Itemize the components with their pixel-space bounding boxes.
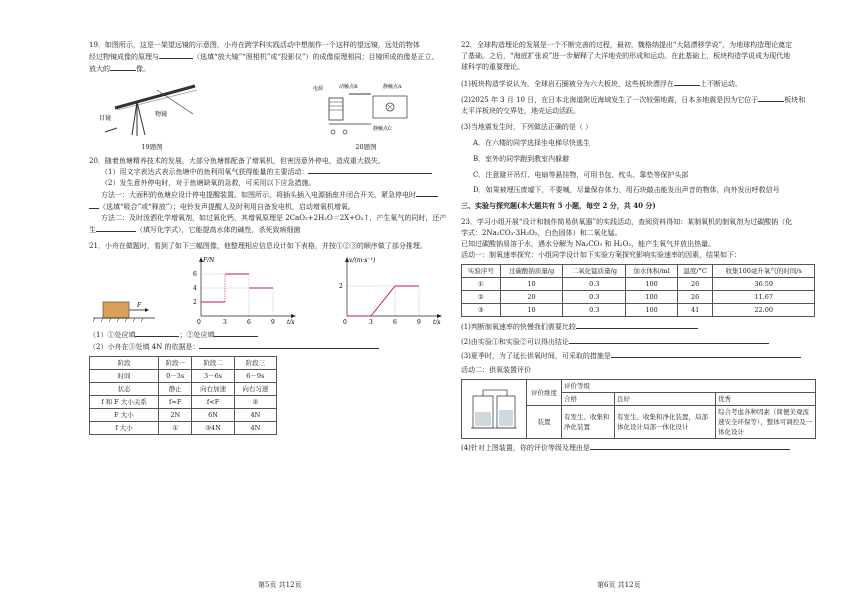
q23-table1 [461, 264, 815, 317]
q22-option-d[interactable]: D．如果被埋压废墟下，不要喊，尽量保存体力，用石块敲击能发出声音的物体，向外发出呼救信号 [473, 186, 780, 195]
figure-19-caption: 19题图 [141, 142, 163, 151]
table-row: ① 10 0.3 100 26 36.59 [462, 277, 815, 290]
q23-evaluation [461, 379, 826, 439]
alarm-circuit-diagram [311, 80, 421, 142]
q20-blank-1[interactable] [308, 166, 432, 174]
graph2-xtick-6: 6 [393, 319, 397, 327]
oxygen-device-drawing [467, 382, 521, 436]
graph1-xtick-3: 3 [223, 319, 227, 327]
left-page-footer: 第5页 共12页 [258, 581, 302, 589]
objective-label: 物镜 [155, 110, 168, 118]
graph1-ytick-6: 6 [193, 271, 197, 279]
q20-blank-3[interactable] [96, 224, 136, 232]
table-row: 时间 0－3s 3－6s 6－9s [90, 370, 277, 383]
q19-q20-figures [89, 80, 451, 152]
graph2-xtick-9: 9 [417, 319, 421, 327]
figure-19 [97, 80, 207, 152]
graph1-y-axis-label: F/N [203, 257, 215, 265]
table-row: 装置 有发生、收集和净化装置 有发生、收集和净化装置，局部体化设计局部一体化设计 综合考虑各种因素（简便美观流速安全环保等），整体可调控及一体化设计 [527, 406, 816, 439]
graph2-xtick-3: 3 [369, 319, 373, 327]
telescope-diagram [97, 80, 207, 142]
section-heading: 三、实验与探究题(本大题共有 5 小题，每空 2 分，共 40 分) [461, 201, 656, 211]
q22-blank-2[interactable] [758, 94, 784, 102]
q19-blank-1[interactable] [159, 51, 193, 59]
block-force-diagram [93, 288, 155, 326]
q23-sub3: (3)夏季时，为了延长供氧时间，可采取的措施是 [461, 350, 826, 362]
power-label: 电源 [313, 85, 324, 92]
q23-blank-4[interactable] [590, 442, 790, 450]
table-row: 状态 静止 向右加速 向右匀速 [90, 383, 277, 396]
table-row: f 大小 ① ③4N 4N [90, 422, 277, 435]
q20-text: 20．随着鱼塘精养技术的发展，大部分鱼塘都配备了增氧机，但害因意外停电，造成重大损失。 （1）用文字表达式表示鱼塘中的鱼利用氧气获得能量的主要活动： （2）发生意外停电时，对于鱼塘缺氧的急救，可采用以下应急措施。 方法一：大面积的鱼塘应设计停电提醒装置。如图所示，将插头插入电源插座并闭合开关，紧急停电时 （选填“吸合”或“释放”）；电铃发声提醒人及时利用自备发电机，启动增氧机增氧。 方法二：及时泼洒化学增氧剂，如过氧化钙，其增氧原理是 2CaO₂+2H₂O＝2X+O₂↑，产生氧气的同时，还产 生 （填写化学式），它能提高水体的碱性，杀死致病细菌 [89, 156, 447, 234]
q22-option-c[interactable]: C．注意避开吊灯、电扇等悬挂物，可用书包、枕头、靠垫等保护头部 [473, 170, 689, 179]
table-row: F 大小 2N 6N 4N [90, 409, 277, 422]
q23-sub1: (1)判断制氧速率的快慢我们需要比较 [461, 321, 826, 333]
graph2-y-axis-label: v/(m·s⁻¹) [349, 257, 376, 265]
graph1-xtick-0: 0 [197, 319, 201, 327]
q19-text: 19．如图所示，这是一架望远镜的示意图，小舟在跨学科实践活动中想制作一个这样的望远镜，远处的物体 经过物镜成像的原理与 （选填“放大镜”“照相机”或“投影仪”）的成像原理相同；目镜所成的像是正立、 放大的 像。 [89, 41, 439, 73]
graph1-xtick-6: 6 [247, 319, 251, 327]
q23-sub2: (2)由实验①和实验②可以得出结论 [461, 336, 826, 348]
q21-table [89, 356, 277, 435]
graph1-ytick-2: 2 [193, 299, 197, 307]
table-row: f 和 F 大小关系 f=F f<F ② [90, 396, 277, 409]
q21-subquestions: （1）①处应填 ；②处应填 （2）小舟在③处填 4N 的依据是： [89, 329, 451, 353]
q20-blank-2-cont [89, 201, 99, 209]
q22-sub2: (2)2025 年 3 月 10 日，在日本北海道附近海域发生了一次较强地震，日本多地震是因为它位于 板块和 太平洋板块的交界处，地壳运动活跃。 [461, 96, 806, 116]
table-row: ② 20 0.3 100 26 11.67 [462, 290, 815, 303]
table-grades-row: 合格 良好 优秀 [527, 393, 816, 406]
q23-sub4: (4)针对上图装置，你的评价等级及理由是 [461, 442, 826, 454]
right-page-column [461, 40, 826, 459]
q23-blank-1[interactable] [576, 321, 698, 329]
q22-text: 22．全球构造理论的发展是一个不断完善的过程，最初，魏格纳提出“大陆漂移学说”，为地球构造理论奠定 了基础。之后，“海底扩张说”进一步解释了大洋地壳的形成和运动。在此基础上，板块构造学说成为现代地 球科学的重要理论。 [461, 41, 793, 71]
velocity-time-graph [329, 256, 447, 326]
graph1-ytick-4: 4 [193, 285, 197, 293]
q22-sub1: (1)板块构造学说认为，全球岩石圈被分为六大板块，这些板块漂浮在 上不断运动。 [461, 79, 742, 88]
force-time-graph [183, 256, 301, 326]
graph2-xtick-0: 0 [343, 319, 347, 327]
right-page-footer: 第6页 共12页 [597, 581, 641, 589]
q23-blank-3[interactable] [611, 350, 801, 358]
q21-figures [89, 256, 451, 326]
left-page-column [89, 40, 451, 435]
q23-table2 [526, 379, 816, 439]
contact-b-label: 动触点B [339, 83, 358, 90]
q22-sub3: (3)当地震发生时，下列做法正确的是（ ） [461, 123, 593, 132]
eyepiece-label: 目镜 [99, 114, 112, 122]
q21-blank-3[interactable] [199, 341, 379, 349]
graph2-x-axis-label: t/s [433, 319, 441, 327]
table-header-row: 实验序号 过碳酸钠质量/g 二氧化锰质量/g 加水体积/ml 温度/°C 收集100毫升氧气的时间/s [462, 264, 815, 277]
q20-blank-2[interactable] [416, 189, 438, 197]
contact-a-label: 静触点A [383, 83, 402, 90]
q21-intro: 21．小舟在做题时，看到了如下三幅图像，他整理相应信息设计如下表格，并按①②③的顺序做了部分推理。 [89, 241, 427, 250]
graph2-ytick-2: 2 [339, 283, 343, 291]
q19-blank-2[interactable] [110, 63, 136, 71]
q22-option-b[interactable]: B．室外的同学跑到教室内躲避 [473, 154, 570, 163]
force-f-label: F [137, 302, 142, 310]
q22-blank-1[interactable] [674, 78, 700, 86]
q22-option-a[interactable]: A．在六楼的同学选择坐电梯尽快逃生 [473, 138, 591, 147]
oxygen-device-image [461, 379, 526, 439]
graph1-x-axis-label: t/s [287, 319, 295, 327]
q21-blank-1[interactable] [135, 329, 179, 337]
q23-text: 23．学习小组开展“设计和制作简易供氧器”的实践活动，查阅资料得知：某制氧机的制氧剂为过碳酸钠（化 学式：2Na₂CO₃·3H₂O₂，白色固体）和二氧化锰。 已知过碳酸钠易溶于水，遇水分解为 Na₂CO₃ 和 H₂O₂，能产生氧气并放出热量。 活动一：制氧速率探究：小组同学设计如下实验方案探究影响实验速率的因素，结果如下： [461, 218, 793, 259]
table-header-row: 阶段 阶段一 阶段二 阶段三 [90, 357, 277, 370]
q23-blank-2[interactable] [569, 336, 769, 344]
table-header-row: 评价维度 评价等级 [527, 380, 816, 393]
graph1-xtick-9: 9 [271, 319, 275, 327]
figure-20-caption: 20题图 [355, 142, 377, 151]
q23-activity-2: 活动二：供氧装置评价 [461, 366, 531, 375]
table-row: ③ 10 0.3 100 41 22.00 [462, 303, 815, 316]
figure-20 [311, 80, 421, 152]
contact-c-label: 静触点C [373, 125, 392, 132]
q21-blank-2[interactable] [214, 329, 258, 337]
